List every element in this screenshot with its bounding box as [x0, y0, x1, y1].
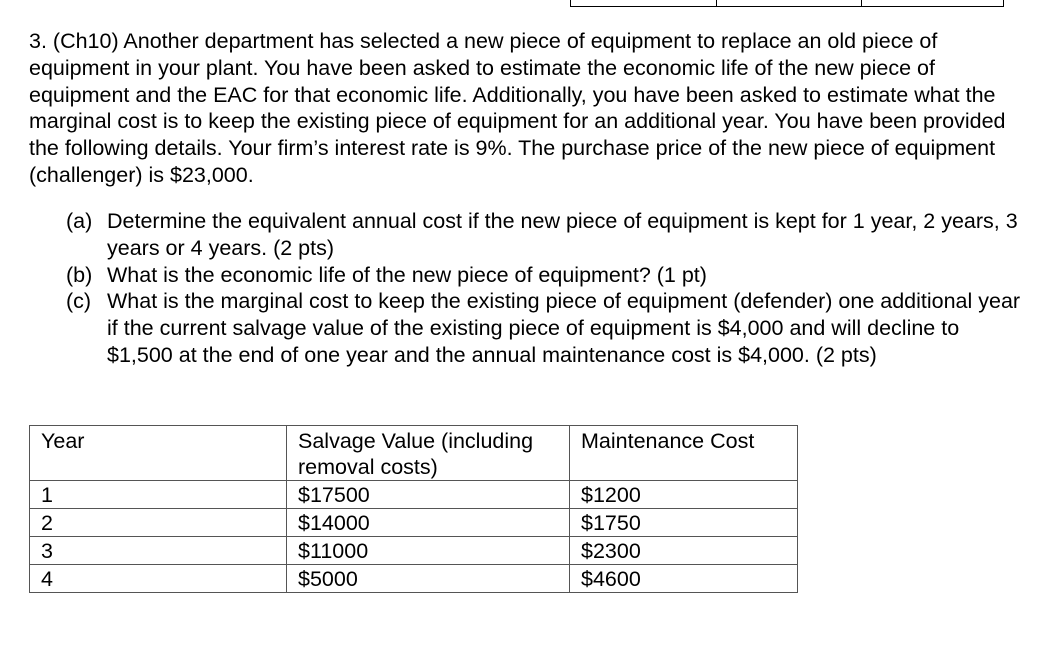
table-header-row [30, 426, 798, 481]
part-text: What is the marginal cost to keep the existing piece of equipment (defender) one additional year if the current salvage value of the existing piece of equipment is $4,000 and will decline to $1,500 at the end of one year and the annual maintenance cost is $4,000. (2 pts) [107, 289, 1021, 367]
cell-year: 1 [30, 481, 287, 509]
header-year: Year [30, 426, 287, 481]
part-text: Determine the equivalent annual cost if the new piece of equipment is kept for 1 year, 2 years, 3 years or 4 years. (2 pts) [107, 209, 1018, 260]
part-text: What is the economic life of the new piece of equipment? (1 pt) [107, 262, 707, 287]
question-part-c [66, 288, 1026, 368]
cell-year: 4 [30, 565, 287, 593]
part-letter: (b) [66, 262, 93, 287]
table-row [30, 565, 798, 593]
table-row [30, 537, 798, 565]
cell-salvage-value: $14000 [287, 509, 570, 537]
question-part-a [66, 208, 1026, 262]
cell-year: 3 [30, 537, 287, 565]
table-row [30, 481, 798, 509]
cell-salvage-value: $11000 [287, 537, 570, 565]
problem-statement: 3. (Ch10) Another department has selected a new piece of equipment to replace an old piece of equipment in your plant. You have been asked to estimate the economic life of the new piece of equipment and the EAC for that economic life. Additionally, you have been asked to estimate what the marginal cost is to keep the existing piece of equipment for an additional year. You have been provided the following details. Your firm’s interest rate is 9%. The purchase price of the new piece of equipment (challenger) is $23,000. [29, 29, 1006, 187]
table-divider [861, 0, 862, 6]
cell-maintenance-cost: $1200 [570, 481, 798, 509]
header-maintenance-cost: Maintenance Cost [570, 426, 798, 481]
cell-salvage-value: $17500 [287, 481, 570, 509]
previous-table-fragment [570, 0, 1004, 7]
cell-maintenance-cost: $4600 [570, 565, 798, 593]
cell-year: 2 [30, 509, 287, 537]
question-part-b [66, 262, 1026, 289]
header-salvage-value: Salvage Value (including removal costs) [287, 426, 570, 481]
part-letter: (c) [66, 289, 92, 314]
cell-salvage-value: $5000 [287, 565, 570, 593]
cell-maintenance-cost: $1750 [570, 509, 798, 537]
question-parts [66, 208, 1026, 369]
table-row [30, 509, 798, 537]
part-letter: (a) [66, 209, 93, 233]
equipment-data-table [29, 425, 798, 593]
cell-maintenance-cost: $2300 [570, 537, 798, 565]
table-divider [716, 0, 717, 6]
